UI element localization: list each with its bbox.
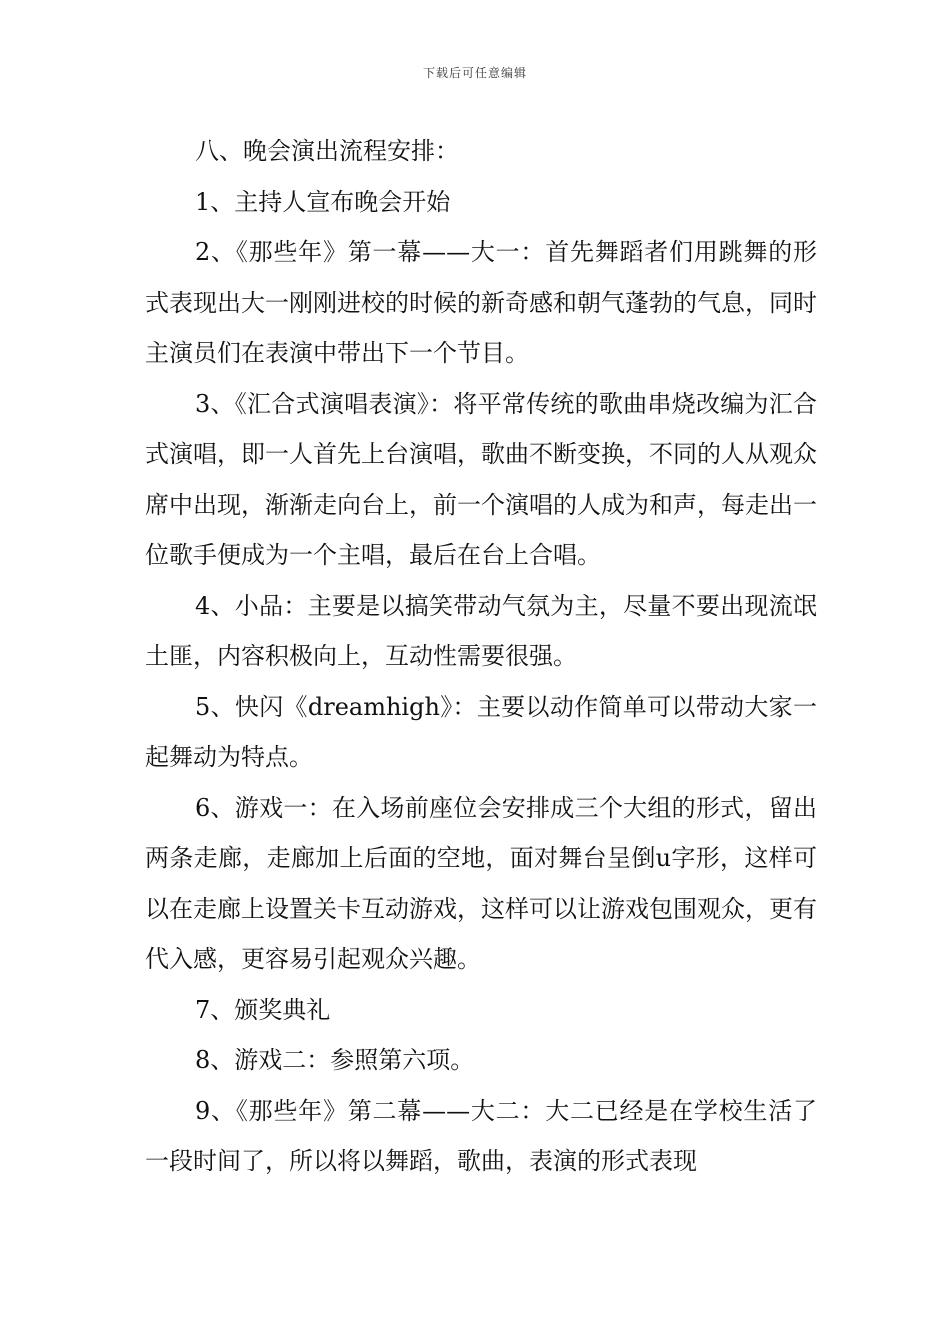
document-body	[145, 126, 817, 1187]
list-item: 2、《那些年》第一幕——大一：首先舞蹈者们用跳舞的形式表现出大一刚刚进校的时候的新奇感和朝气蓬勃的气息，同时主演员们在表演中带出下一个节目。	[145, 238, 817, 367]
list-item: 1、主持人宣布晚会开始	[195, 187, 451, 216]
page-header: 下载后可任意编辑	[422, 66, 527, 80]
section-heading: 八、晚会演出流程安排：	[195, 137, 459, 165]
list-item: 7、颁奖典礼	[195, 995, 331, 1024]
list-item: 4、小品：主要是以搞笑带动气氛为主，尽量不要出现流氓土匪，内容积极向上，互动性需要很强。	[145, 591, 817, 670]
list-item: 5、快闪《dreamhigh》：主要以动作简单可以带动大家一起舞动为特点。	[145, 692, 817, 771]
list-item: 3、《汇合式演唱表演》：将平常传统的歌曲串烧改编为汇合式演唱，即一人首先上台演唱，歌曲不断变换，不同的人从观众席中出现，渐渐走向台上，前一个演唱的人成为和声，每走出一位歌手便成为一个主唱，最后在台上合唱。	[145, 389, 817, 569]
list-item: 6、游戏一：在入场前座位会安排成三个大组的形式，留出两条走廊，走廊加上后面的空地，面对舞台呈倒u字形，这样可以在走廊上设置关卡互动游戏，这样可以让游戏包围观众，更有代入感，更容易引起观众兴趣。	[145, 793, 817, 973]
list-item: 9、《那些年》第二幕——大二：大二已经是在学校生活了一段时间了，所以将以舞蹈，歌曲，表演的形式表现	[145, 1096, 817, 1175]
list-item: 8、游戏二：参照第六项。	[195, 1046, 475, 1074]
